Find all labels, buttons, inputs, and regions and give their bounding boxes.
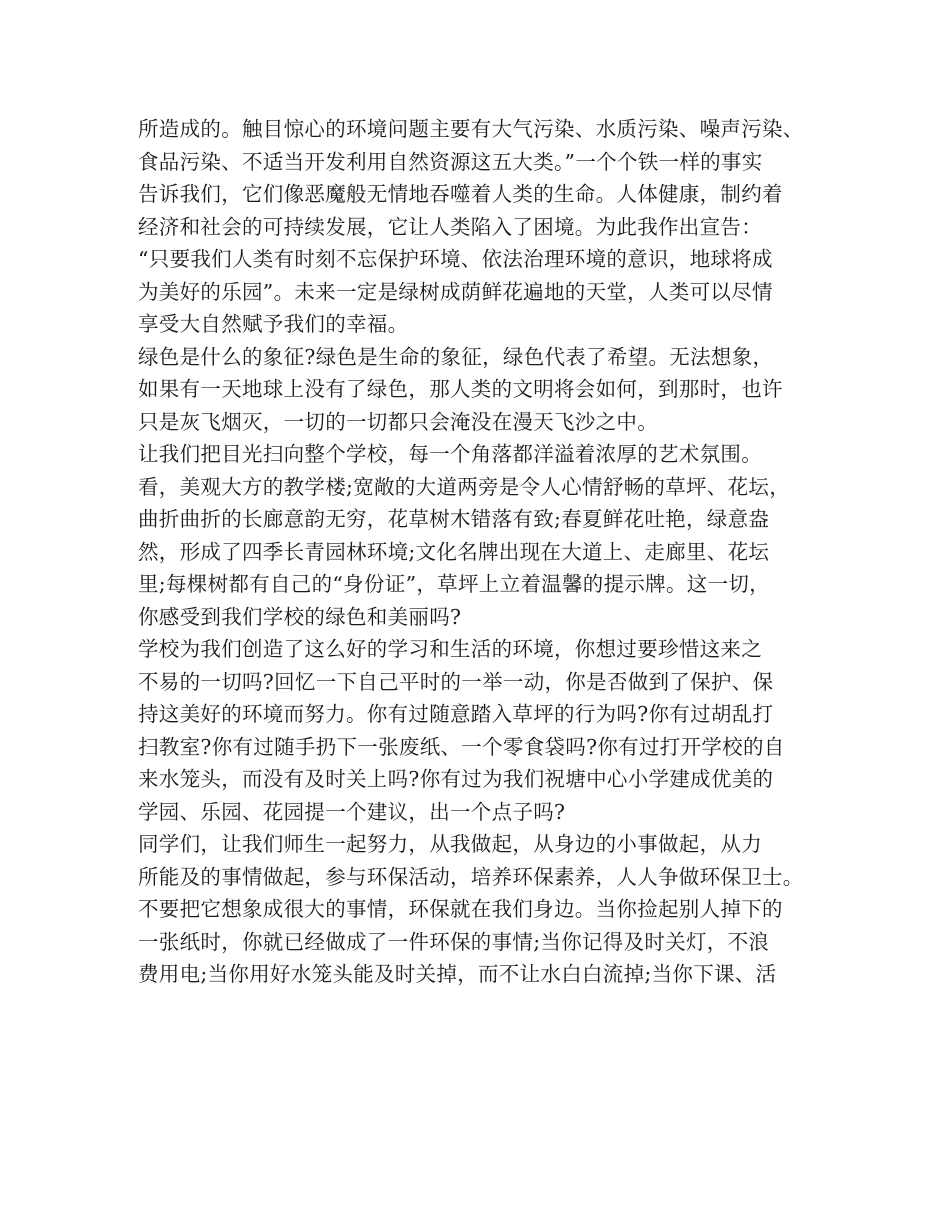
text-line: 不易的一切吗?回忆一下自己平时的一举一动，你是否做到了保护、保 bbox=[138, 669, 774, 694]
text-line: 学校为我们创造了这么好的学习和生活的环境，你想过要珍惜这来之 bbox=[138, 637, 762, 661]
text-line: 食品污染、不适当开发利用自然资源这五大类。”一个个铁一样的事实 bbox=[138, 149, 763, 174]
text-line: 所能及的事情做起，参与环保活动，培养环保素养，人人争做环保卫士。 bbox=[138, 864, 804, 889]
text-line: 看，美观大方的教学楼;宽敞的大道两旁是令人心情舒畅的草坪、花坛， bbox=[138, 474, 791, 499]
text-line: 里;每棵树都有自己的“身份证”，草坪上立着温馨的提示牌。这一切， bbox=[138, 572, 770, 596]
text-line: 所造成的。触目惊心的环境问题主要有大气污染、水质污染、噪声污染、 bbox=[138, 117, 804, 141]
text-line: 费用电;当你用好水笼头能及时关掉，而不让水白白流掉;当你下课、活 bbox=[138, 962, 777, 986]
text-line: 然，形成了四季长青园林环境;文化名牌出现在大道上、走廊里、花坛 bbox=[138, 539, 770, 564]
text-line: 扫教室?你有过随手扔下一张废纸、一个零食袋吗?你有过打开学校的自 bbox=[138, 734, 785, 759]
text-line: 你感受到我们学校的绿色和美丽吗? bbox=[138, 604, 462, 629]
text-line: “只要我们人类有时刻不忘保护环境、依法治理环境的意识，地球将成 bbox=[138, 247, 773, 271]
text-line: 享受大自然赋予我们的幸福。 bbox=[138, 312, 409, 336]
text-line: 一张纸时，你就已经做成了一件环保的事情;当你记得及时关灯，不浪 bbox=[138, 929, 770, 954]
text-line: 同学们，让我们师生一起努力，从我做起，从身边的小事做起，从力 bbox=[138, 832, 762, 856]
text-line: 为美好的乐园”。未来一定是绿树成荫鲜花遍地的天堂，人类可以尽情 bbox=[138, 279, 773, 304]
text-line: 曲折曲折的长廊意韵无穷，花草树木错落有致;春夏鲜花吐艳，绿意盎 bbox=[138, 507, 770, 531]
text-line: 只是灰飞烟灭，一切的一切都只会淹没在漫天飞沙之中。 bbox=[138, 409, 658, 434]
text-line: 持这美好的环境而努力。你有过随意踏入草坪的行为吗?你有过胡乱打 bbox=[138, 702, 774, 726]
text-line: 让我们把目光扫向整个学校，每一个角落都洋溢着浓厚的艺术氛围。 bbox=[138, 442, 762, 466]
text-line: 学园、乐园、花园提一个建议，出一个点子吗? bbox=[138, 799, 566, 824]
text-line: 告诉我们，它们像恶魔般无情地吞噬着人类的生命。人体健康，制约着 bbox=[138, 182, 783, 206]
text-line: 不要把它想象成很大的事情，环保就在我们身边。当你捡起别人掉下的 bbox=[138, 897, 783, 921]
text-line: 来水笼头，而没有及时关上吗?你有过为我们祝塘中心小学建成优美的 bbox=[138, 767, 774, 791]
body-text bbox=[138, 113, 838, 991]
text-line: 绿色是什么的象征?绿色是生命的象征，绿色代表了希望。无法想象， bbox=[138, 344, 774, 369]
text-line: 经济和社会的可持续发展，它让人类陷入了困境。为此我作出宣告： bbox=[138, 214, 762, 239]
text-line: 如果有一天地球上没有了绿色，那人类的文明将会如何，到那时，也许 bbox=[138, 377, 783, 401]
